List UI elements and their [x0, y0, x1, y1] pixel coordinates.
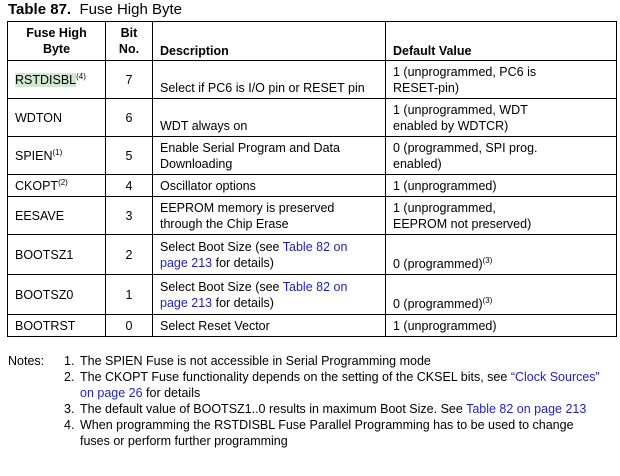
default-value-cell: 0 (programmed)$^{(3)}$ — [386, 275, 617, 315]
default-value-cell: 1 (unprogrammed, EEPROM not preserved) — [386, 197, 617, 235]
header-fuse-high-byte: Fuse High Byte — [8, 22, 106, 61]
description-cell: Select if PC6 is I/O pin or RESET pin — [153, 61, 386, 99]
note-item: 2. The CKOPT Fuse functionality depends on the setting of the CKSEL bits, see “Clock Sources” on page 26 for details — [64, 370, 600, 400]
table-title: Fuse High Byte — [79, 1, 182, 18]
description-cell: Select Boot Size (see Table 82 on page 213 for details) — [153, 275, 386, 315]
table-number: Table 87. — [8, 1, 72, 18]
fuse-name-cell: WDTON — [8, 99, 106, 137]
bit-cell: 6 — [106, 99, 153, 137]
footnote-ref[interactable]: (2) — [58, 177, 68, 187]
description-cell: EEPROM memory is preserved through the Chip Erase — [153, 197, 386, 235]
fuse-name-cell: CKOPT$^{(2)}$ — [8, 175, 106, 197]
bit-cell: 7 — [106, 61, 153, 99]
description-cell: WDT always on — [153, 99, 386, 137]
fuse-name-cell: BOOTRST — [8, 315, 106, 337]
default-value-cell: 1 (unprogrammed) — [386, 315, 617, 337]
bit-cell: 5 — [106, 137, 153, 175]
description-cell: Oscillator options — [153, 175, 386, 197]
table-row — [8, 99, 617, 137]
table-82-link[interactable]: Table 82 on — [282, 279, 348, 294]
clock-sources-link[interactable]: “Clock Sources” — [510, 370, 600, 384]
notes-label: Notes: — [8, 354, 45, 368]
table-caption — [8, 1, 182, 19]
note-item: 4. When programming the RSTDISBL Fuse Parallel Programming has to be used to change fuses or perform further programming — [64, 418, 574, 448]
page-26-link[interactable]: on page 26 — [80, 386, 143, 400]
table-row — [8, 315, 617, 337]
bit-cell: 0 — [106, 315, 153, 337]
fuse-name-cell: SPIEN$^{(1)}$ — [8, 137, 106, 175]
note-item: 1. The SPIEN Fuse is not accessible in Serial Programming mode — [64, 354, 431, 368]
table-row — [8, 197, 617, 235]
fuse-name-cell: EESAVE — [8, 197, 106, 235]
footnote-ref[interactable]: (4) — [76, 71, 86, 81]
default-value-cell: 1 (unprogrammed, PC6 is RESET-pin) — [386, 61, 617, 99]
footnote-ref[interactable]: (3) — [482, 296, 493, 305]
default-value-cell: 1 (unprogrammed, WDT enabled by WDTCR) — [386, 99, 617, 137]
bit-cell: 2 — [106, 235, 153, 275]
table-82-link[interactable]: Table 82 on — [282, 239, 348, 254]
bit-cell: 4 — [106, 175, 153, 197]
note-item: 3. The default value of BOOTSZ1..0 results in maximum Boot Size. See Table 82 on page 213 — [64, 402, 587, 416]
default-value-cell: 0 (programmed)$^{(3)}$ — [386, 235, 617, 275]
highlighted-fuse-name: RSTDISBL — [15, 72, 77, 87]
page-213-link[interactable]: page 213 — [160, 295, 213, 310]
footnote-ref[interactable]: (3) — [482, 256, 493, 265]
header-description: Description — [153, 22, 386, 61]
table-header-row — [8, 22, 617, 61]
fuse-name-cell: BOOTSZ0 — [8, 275, 106, 315]
footnote-ref[interactable]: (1) — [52, 147, 63, 157]
header-bit-no: Bit No. — [106, 22, 153, 61]
bit-cell: 1 — [106, 275, 153, 315]
default-value-cell: 0 (programmed, SPI prog. enabled) — [386, 137, 617, 175]
table-row — [8, 275, 617, 315]
fuse-high-byte-table — [7, 21, 617, 337]
table-82-link[interactable]: Table 82 on page 213 — [466, 402, 587, 416]
description-cell: Select Boot Size (see Table 82 on page 213 for details) — [153, 235, 386, 275]
table-row — [8, 61, 617, 99]
default-value-cell: 1 (unprogrammed) — [386, 175, 617, 197]
fuse-name-cell: BOOTSZ1 — [8, 235, 106, 275]
bit-cell: 3 — [106, 197, 153, 235]
description-cell: Select Reset Vector — [153, 315, 386, 337]
table-row — [8, 175, 617, 197]
fuse-name-cell — [8, 61, 106, 99]
table-row — [8, 235, 617, 275]
header-default-value: Default Value — [386, 22, 617, 61]
page-213-link[interactable]: page 213 — [160, 255, 213, 270]
description-cell: Enable Serial Program and Data Downloading — [153, 137, 386, 175]
table-row — [8, 137, 617, 175]
